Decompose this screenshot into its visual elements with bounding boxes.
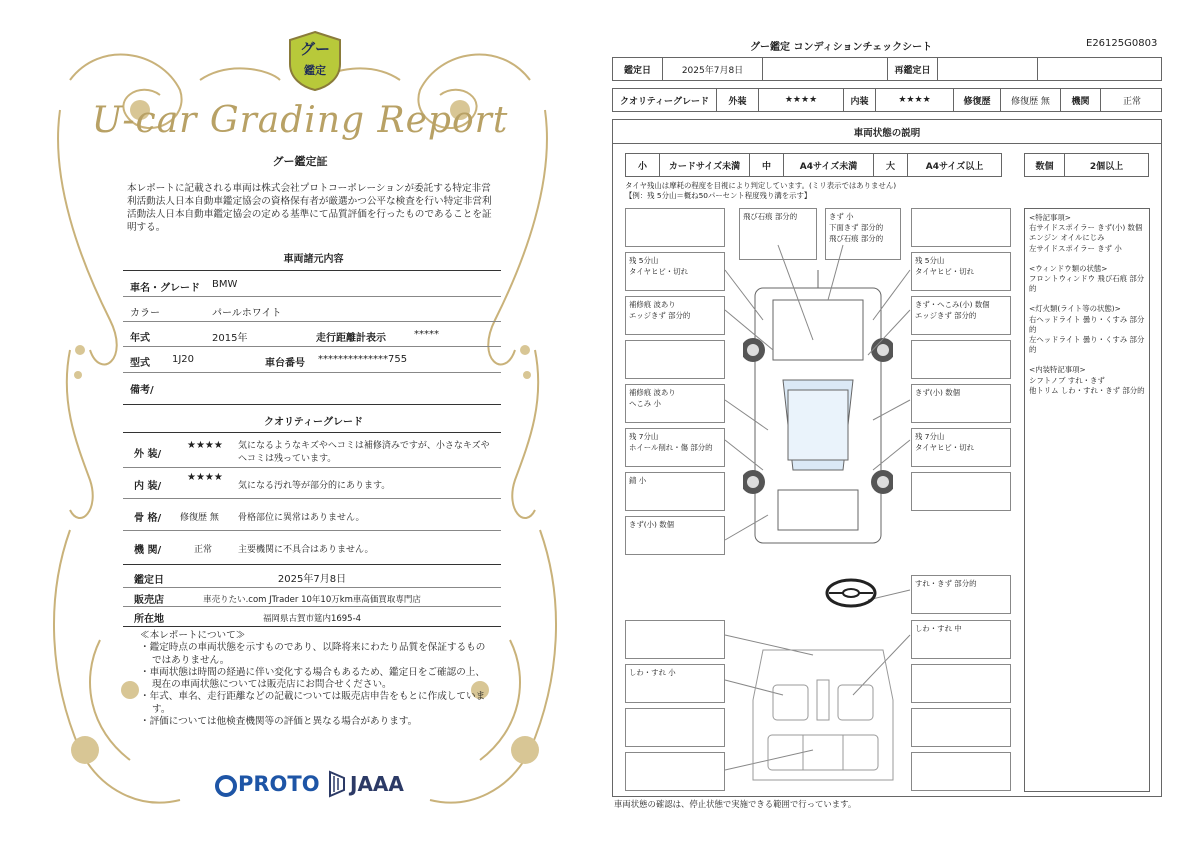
year-value: 2015年 (212, 333, 248, 344)
frame-text: 骨格部位に異常はありません。 (238, 513, 365, 523)
annotation-box (911, 472, 1011, 511)
repair-label: 修復歴 (954, 89, 1001, 111)
grade-label: クオリティーグレード (613, 89, 717, 111)
note-line: <ウィンドウ類の状態> (1029, 263, 1108, 273)
note-line: 右ヘッドライト 曇り・くすみ 部分的 (1029, 314, 1145, 334)
annotation-box: 残 7分山 タイヤヒビ・切れ (911, 428, 1011, 467)
name-label: 車名・グレード (130, 283, 200, 294)
engine-label: 機 関/ (134, 545, 162, 556)
annotation-box: きず(小) 数個 (625, 516, 725, 555)
model-label: 型式 (130, 358, 150, 369)
year-label: 年式 (130, 333, 150, 344)
annotation-box: 錆 小 (625, 472, 725, 511)
sheet-date-label: 鑑定日 (613, 58, 663, 80)
note-line: <灯火類(ライト等の状態)> (1029, 304, 1121, 314)
goo-badge (286, 30, 344, 92)
mileage-label: 走行距離計表示 (316, 333, 386, 344)
address-value: 福岡県古賀市筵内1695-4 (262, 614, 362, 624)
steering-wheel-icon (825, 578, 877, 608)
sheet-footer: 車両状態の確認は、停止状態で実施できる範囲で行っています。 (614, 799, 857, 809)
chassis-label: 車台番号 (265, 358, 305, 369)
name-value: BMW (212, 279, 238, 290)
annotation-box: きず 小 下面きず 部分的 飛び石痕 部分的 (825, 208, 901, 260)
annotation-box (911, 208, 1011, 247)
interior-label: 内 装/ (134, 481, 162, 492)
note-line: 他トリム しわ・すれ・きず 部分的 (1029, 385, 1145, 395)
annotation-box (625, 620, 725, 659)
notes-heading: ≪本レポートについて≫ (140, 630, 246, 641)
sheet-title: グー鑑定 コンディションチェックシート (750, 42, 933, 53)
proto-logo: PROTO (238, 772, 320, 796)
dealer-label: 販売店 (134, 595, 164, 606)
certificate-intro: 本レポートに記載される車両は株式会社プロトコーポレーションが委託する特定非営利活動法人日本自動車鑑定協会の資格保有者が厳選かつ公平な検査を行い特定非営利活動法人日本自動車鑑定協会の定める基準にて品質評価を行ったものであることを証明する。 (127, 183, 492, 233)
annotation-box: 補修痕 波あり へこみ 小 (625, 384, 725, 423)
frame-value: 修復歴 無 (180, 513, 219, 523)
sheet-redate-value (938, 58, 1038, 80)
legend-small-label: 小 (626, 154, 660, 176)
note-line: 左サイドスポイラー きず 小 (1029, 243, 1122, 253)
explain-heading: 車両状態の説明 (613, 120, 1161, 144)
annotation-box (625, 708, 725, 747)
grade-row (612, 88, 1162, 112)
note-item: ・車両状態は時間の経過に伴い変化する場合もあるため、鑑定日をご確認の上、現在の車両状態については販売店にお問合せください。 (140, 666, 485, 691)
note-line: <特記事項> (1029, 213, 1071, 222)
annotation-box: しわ・すれ 中 (911, 620, 1011, 659)
chassis-value: **************755 (318, 354, 408, 365)
badge-bottom-text: 鑑定 (304, 64, 326, 77)
proto-logo-icon (215, 775, 237, 797)
annotation-box (625, 340, 725, 379)
badge-top-text: グー (299, 40, 330, 58)
legend-mid-value: A4サイズ未満 (784, 154, 874, 176)
remarks-label: 備考/ (130, 385, 154, 396)
note-line: <内装特記事項> (1029, 365, 1086, 375)
certificate-subtitle: グー鑑定証 (272, 155, 328, 168)
sheet-date-value: 2025年7月8日 (663, 58, 763, 80)
annotation-box: 残 5分山 タイヤヒビ・切れ (911, 252, 1011, 291)
engine-text: 主要機関に不具合はありません。 (238, 545, 374, 555)
note-line: 右サイドスポイラー きず(小) 数個 (1029, 223, 1143, 233)
tire-note-line: 【例：残 5分山＝概ね50パーセント程度残り溝を示す】 (625, 191, 812, 200)
int-stars: ★★★★ (876, 89, 954, 111)
legend-count-label: 数個 (1025, 154, 1065, 176)
legend-mid-label: 中 (750, 154, 784, 176)
date-label: 鑑定日 (134, 575, 164, 586)
int-label: 内装 (844, 89, 876, 111)
annotation-box: きず(小) 数個 (911, 384, 1011, 423)
annotation-box (911, 708, 1011, 747)
quality-heading: クオリティーグレード (264, 417, 363, 428)
model-value: 1J20 (172, 354, 195, 365)
note-item: ・評価については他検査機関等の評価と異なる場合があります。 (140, 716, 418, 728)
dealer-value: 車売りたい.com JTrader 10年10万km車高価買取専門店 (203, 595, 421, 605)
repair-value: 修復歴 無 (1001, 89, 1061, 111)
address-label: 所在地 (134, 614, 164, 625)
note-item: ・年式、車名、走行距離などの記載については販売店申告をもとに作成しています。 (140, 691, 486, 715)
mileage-value: ***** (414, 329, 439, 340)
annotation-box (911, 664, 1011, 703)
frame-label: 骨 格/ (134, 513, 162, 524)
annotation-box: きず・へこみ(小) 数個 エッジきず 部分的 (911, 296, 1011, 335)
note-line: フロントウィンドウ 飛び石痕 部分的 (1029, 274, 1145, 294)
jaaa-logo-icon (326, 770, 348, 798)
annotation-box (911, 752, 1011, 791)
annotation-box (911, 340, 1011, 379)
sheet-id: E26125G0803 (1086, 38, 1158, 49)
annotation-box: 残 7分山 ホイール削れ・傷 部分的 (625, 428, 725, 467)
annotation-box (625, 752, 725, 791)
interior-top-view-diagram (743, 640, 903, 790)
annotation-box: しわ・すれ 小 (625, 664, 725, 703)
annotation-box: すれ・きず 部分的 (911, 575, 1011, 614)
date-row (612, 57, 1162, 81)
legend-count-value: 2個以上 (1089, 161, 1124, 172)
note-item: ・鑑定時点の車両状態を示すものであり、以降将来にわたり品質を保証するものではありません。 (140, 642, 486, 666)
engine-value: 正常 (194, 545, 213, 555)
legend-large-label: 大 (874, 154, 908, 176)
interior-text: 気になる汚れ等が部分的にあります。 (238, 481, 391, 491)
annotation-box: 飛び石痕 部分的 (739, 208, 817, 260)
exterior-stars: ★★★★ (187, 440, 223, 451)
certificate-title: U-car Grading Report (91, 100, 509, 141)
condition-check-sheet (600, 0, 1200, 848)
jaaa-logo: JAAA (350, 772, 404, 796)
annotation-box: 残 5分山 タイヤヒビ・切れ (625, 252, 725, 291)
color-value: パールホワイト (212, 308, 282, 319)
color-label: カラー (130, 308, 160, 319)
special-notes-box (1024, 208, 1150, 792)
report-notes (140, 630, 490, 728)
spec-heading: 車両諸元内容 (283, 254, 344, 265)
exterior-text: 気になるようなキズやヘコミは補修済みですが、小さなキズやヘコミは残っています。 (238, 441, 490, 464)
sheet-redate-label: 再鑑定日 (888, 58, 938, 80)
explanation-panel (612, 119, 1162, 797)
note-line: シフトノブ すれ・きず (1029, 375, 1105, 385)
note-line: 左ヘッドライト 曇り・くすみ 部分的 (1029, 335, 1145, 355)
ext-stars: ★★★★ (759, 89, 844, 111)
tire-note-line: タイヤ残山は摩耗の程度を目視により判定しています。(ミリ表示ではありません) (625, 181, 897, 190)
annotation-box (625, 208, 725, 247)
legend-small-value: カードサイズ未満 (660, 154, 750, 176)
exterior-label: 外 装/ (134, 449, 162, 460)
engine-label: 機関 (1061, 89, 1101, 111)
date-value: 2025年7月8日 (277, 574, 347, 585)
annotation-box: 補修痕 波あり エッジきず 部分的 (625, 296, 725, 335)
interior-stars: ★★★★ (187, 472, 223, 483)
ext-label: 外装 (717, 89, 759, 111)
note-line: エンジン オイルにじみ (1029, 233, 1105, 243)
legend-large-value: A4サイズ以上 (925, 161, 984, 172)
engine-value: 正常 (1122, 96, 1141, 107)
